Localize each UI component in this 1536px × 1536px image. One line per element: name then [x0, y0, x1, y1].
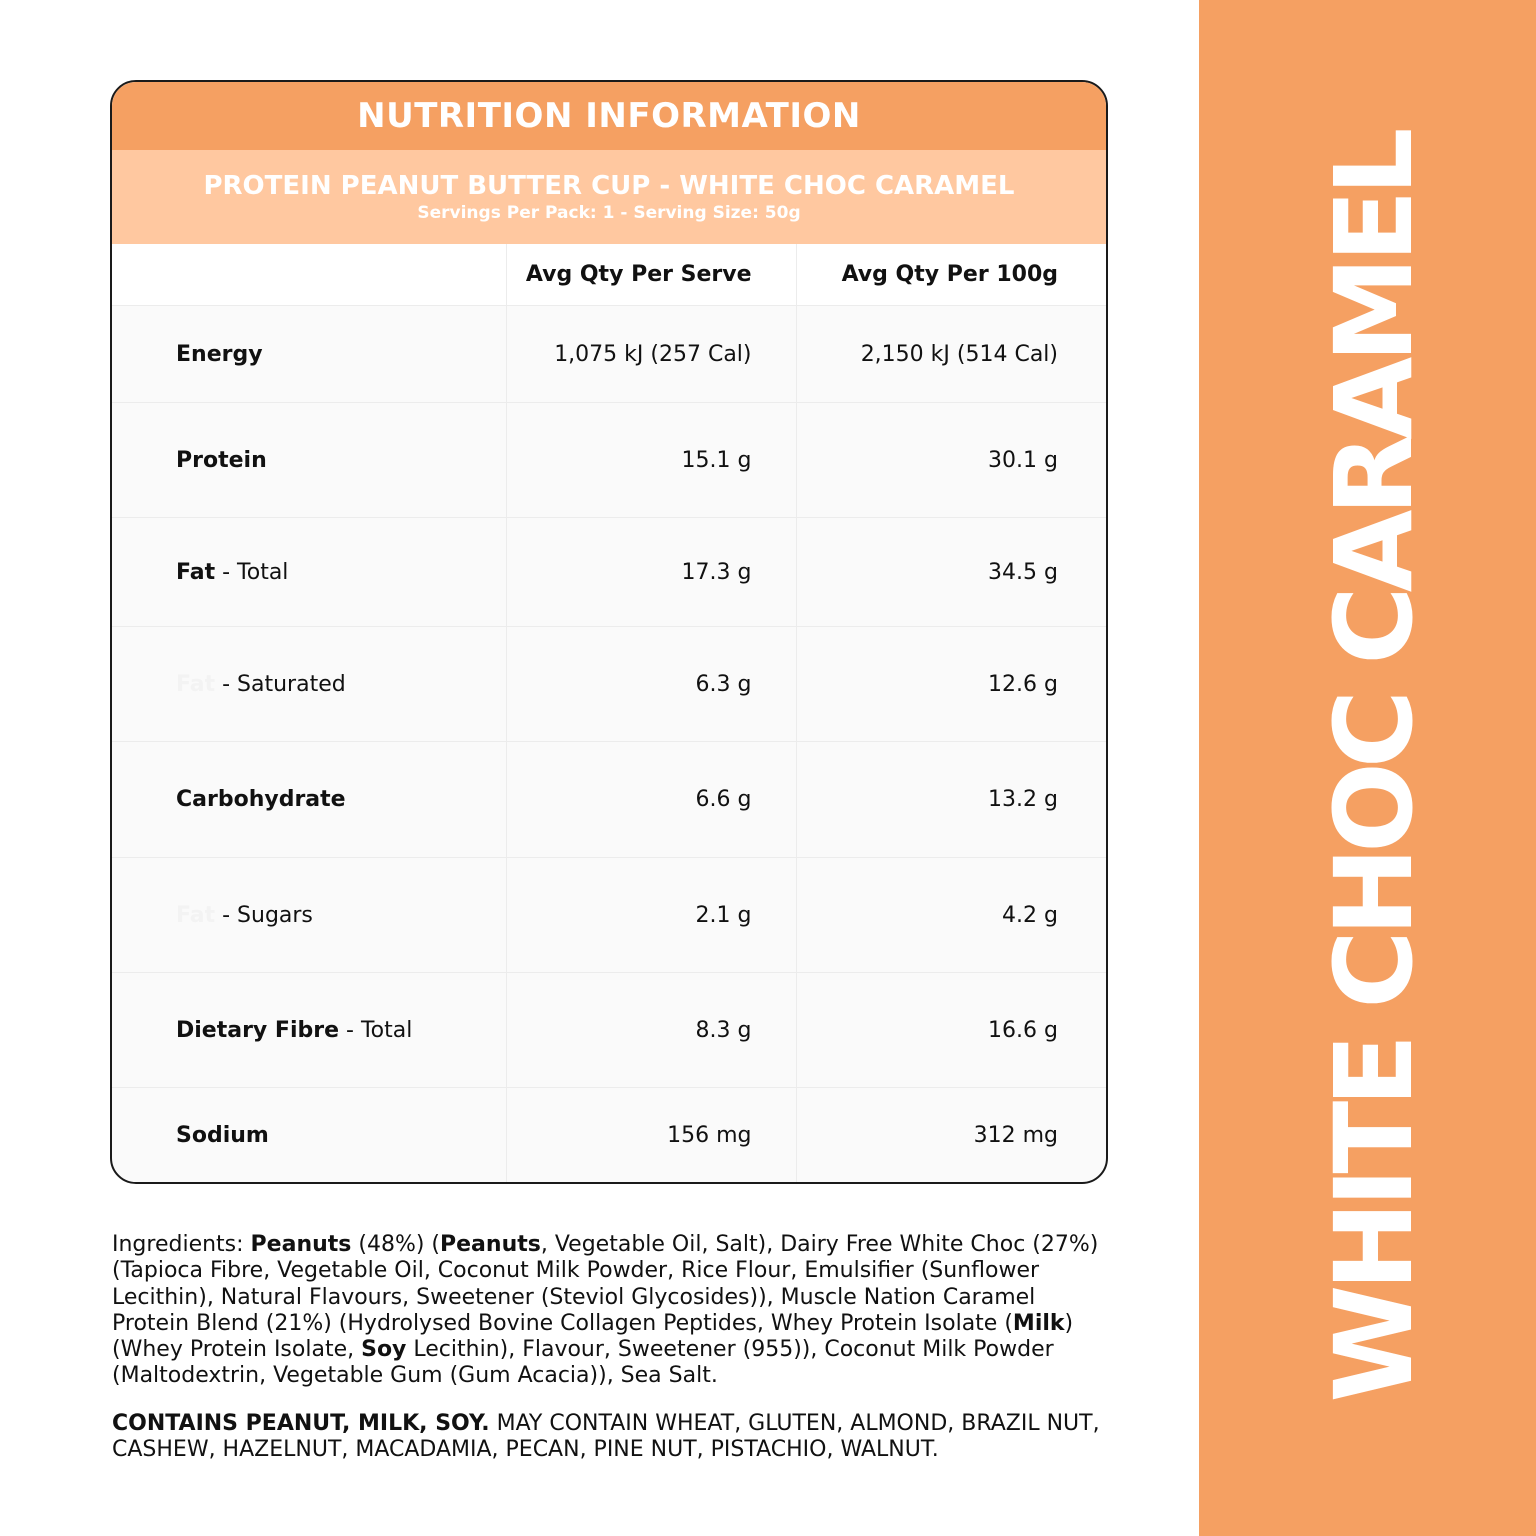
nutrient-label: Dietary Fibre: [176, 1017, 340, 1043]
value-per-serve: 156 mg: [506, 1088, 796, 1184]
value-per-serve: 1,075 kJ (257 Cal): [506, 306, 796, 403]
nutrient-ghost-prefix: Fat: [176, 902, 216, 928]
ingredients-text: [112, 1232, 1112, 1390]
nutrition-panel: [110, 80, 1108, 1184]
value-per-serve: 8.3 g: [506, 973, 796, 1088]
allergen-highlight: Soy: [361, 1337, 407, 1363]
table-row: [112, 742, 1106, 858]
nutrient-label: Energy: [176, 341, 263, 367]
nutrient-label: Protein: [176, 447, 267, 473]
panel-header: [112, 82, 1106, 150]
flavour-title: WHITE CHOC CARAMEL: [1313, 133, 1437, 1403]
product-name: PROTEIN PEANUT BUTTER CUP - WHITE CHOC CARAMEL: [203, 171, 1015, 201]
table-header-row: [112, 244, 1106, 306]
value-per-100g: 4.2 g: [796, 858, 1106, 973]
ingredients-text-part: (48%) (: [351, 1232, 441, 1257]
nutrient-name: [112, 403, 506, 518]
value-per-serve: 6.3 g: [506, 627, 796, 742]
allergen-contains: CONTAINS PEANUT, MILK, SOY.: [112, 1411, 490, 1436]
table-row: [112, 1088, 1106, 1184]
allergen-statement: [112, 1411, 1112, 1464]
table-row: [112, 403, 1106, 518]
value-per-100g: 13.2 g: [796, 742, 1106, 858]
column-header-nutrient: [112, 244, 506, 306]
nutrient-qualifier: - Saturated: [215, 671, 346, 697]
value-per-serve: 17.3 g: [506, 518, 796, 627]
nutrient-label: Sodium: [176, 1123, 269, 1149]
value-per-100g: 2,150 kJ (514 Cal): [796, 306, 1106, 403]
ingredients-text-part: ) (Whey Protein Isolate,: [112, 1310, 1081, 1363]
nutrient-name: [112, 306, 506, 403]
nutrient-qualifier: - Total: [339, 1017, 413, 1043]
table-row: [112, 973, 1106, 1088]
allergen-may-contain: MAY CONTAIN WHEAT, GLUTEN, ALMOND, BRAZIL NUT, CASHEW, HAZELNUT, MACADAMIA, PECAN, PINE NUT, PISTACHIO, WALNUT.: [112, 1411, 1107, 1463]
nutrient-name: [112, 1088, 506, 1184]
ingredients-text-part: Ingredients:: [112, 1232, 251, 1257]
column-header-per-100g: Avg Qty Per 100g: [796, 244, 1106, 306]
nutrient-qualifier: - Sugars: [215, 902, 313, 928]
nutrient-name: [112, 858, 506, 973]
value-per-serve: 15.1 g: [506, 403, 796, 518]
serving-info: Servings Per Pack: 1 - Serving Size: 50g: [417, 203, 801, 223]
nutrient-name: [112, 742, 506, 858]
value-per-100g: 30.1 g: [796, 403, 1106, 518]
table-row: [112, 306, 1106, 403]
table-row: [112, 518, 1106, 627]
nutrient-ghost-prefix: Fat: [176, 671, 216, 697]
value-per-100g: 16.6 g: [796, 973, 1106, 1088]
nutrition-table: [112, 244, 1106, 1184]
nutrient-name: [112, 973, 506, 1088]
table-row: [112, 627, 1106, 742]
allergen-highlight: Peanuts: [250, 1232, 352, 1257]
table-row: [112, 858, 1106, 973]
value-per-serve: 2.1 g: [506, 858, 796, 973]
nutrient-label: Fat: [176, 559, 216, 585]
ingredients-text-part: , Vegetable Oil, Salt), Dairy Free White Choc (27%) (Tapioca Fibre, Vegetable Oil, Coconut Milk Powder, Rice Flour, Emulsifier (Sunflower Lecithin), Natural Flavours, Sweetener (Steviol Glycosides)), Muscle Nation Caramel Protein Blend (21%) (Hydrolysed Bovine Collagen Peptides, Whey Protein Isolate (: [112, 1232, 1106, 1336]
value-per-serve: 6.6 g: [506, 742, 796, 858]
value-per-100g: 312 mg: [973, 1123, 1058, 1149]
value-per-100g: 34.5 g: [796, 518, 1106, 627]
nutrient-qualifier: - Total: [215, 559, 289, 585]
nutrient-label: Carbohydrate: [176, 787, 346, 812]
panel-heading: NUTRITION INFORMATION: [357, 96, 861, 136]
allergen-highlight: Milk: [1012, 1310, 1065, 1336]
column-header-per-serve: Avg Qty Per Serve: [506, 244, 796, 306]
ingredients-text-part: Lecithin), Flavour, Sweetener (955)), Coconut Milk Powder (Maltodextrin, Vegetable Gum (Gum Acacia)), Sea Salt.: [112, 1337, 1061, 1389]
nutrient-name: [112, 627, 506, 742]
panel-subheader: [112, 150, 1106, 244]
value-per-100g: 12.6 g: [796, 627, 1106, 742]
nutrient-name: [112, 518, 506, 627]
allergen-highlight: Peanuts: [440, 1232, 541, 1257]
